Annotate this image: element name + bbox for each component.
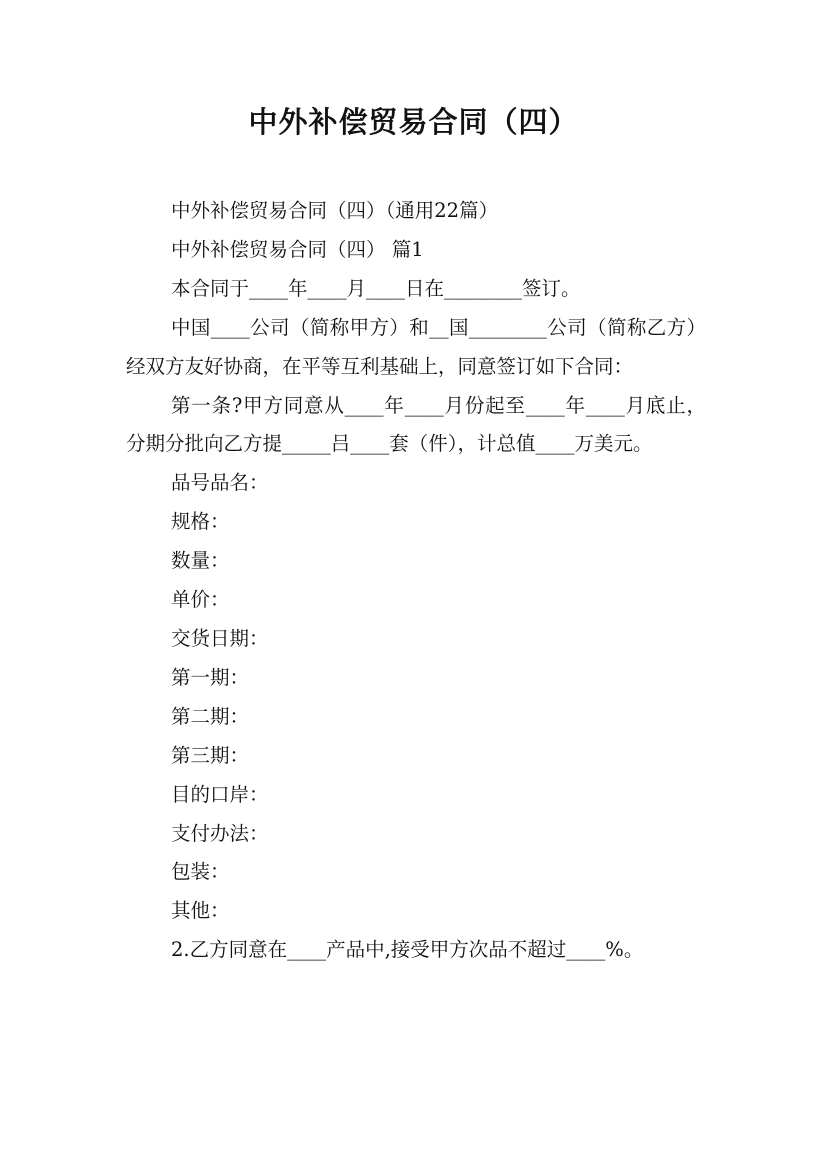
article-one: 第一条?甲方同意从____年____月份起至____年____月底止，分期分批向乙方提_____吕____套（件），计总值____万美元。: [126, 393, 706, 456]
document-title: 中外补偿贸易合同（四）: [248, 105, 579, 139]
paragraph-parties: 中国____公司（简称甲方）和__国________公司（简称乙方）经双方友好协商，在平等互利基础上，同意签订如下合同：: [126, 315, 706, 378]
article-two: 2.乙方同意在____产品中,接受甲方次品不超过____%。: [171, 938, 644, 962]
field-unit-price: 单价：: [171, 588, 230, 612]
field-phase-three: 第三期：: [171, 743, 250, 767]
field-phase-one: 第一期：: [171, 665, 250, 689]
field-quantity: 数量：: [171, 549, 230, 573]
field-phase-two: 第二期：: [171, 704, 250, 728]
field-other: 其他：: [171, 899, 230, 923]
field-delivery-date: 交货日期：: [171, 626, 269, 650]
field-specification: 规格：: [171, 510, 230, 534]
document-body: [126, 192, 706, 970]
field-destination-port: 目的口岸：: [171, 782, 269, 806]
field-payment-method: 支付办法：: [171, 821, 269, 845]
heading-part-1: 中外补偿贸易合同（四） 篇1: [171, 237, 424, 261]
field-product-name: 品号品名：: [171, 471, 269, 495]
paragraph-signing: 本合同于____年____月____日在________签订。: [171, 276, 581, 300]
field-packaging: 包装：: [171, 860, 230, 884]
heading-general: 中外补偿贸易合同（四）（通用22篇）: [171, 199, 499, 222]
